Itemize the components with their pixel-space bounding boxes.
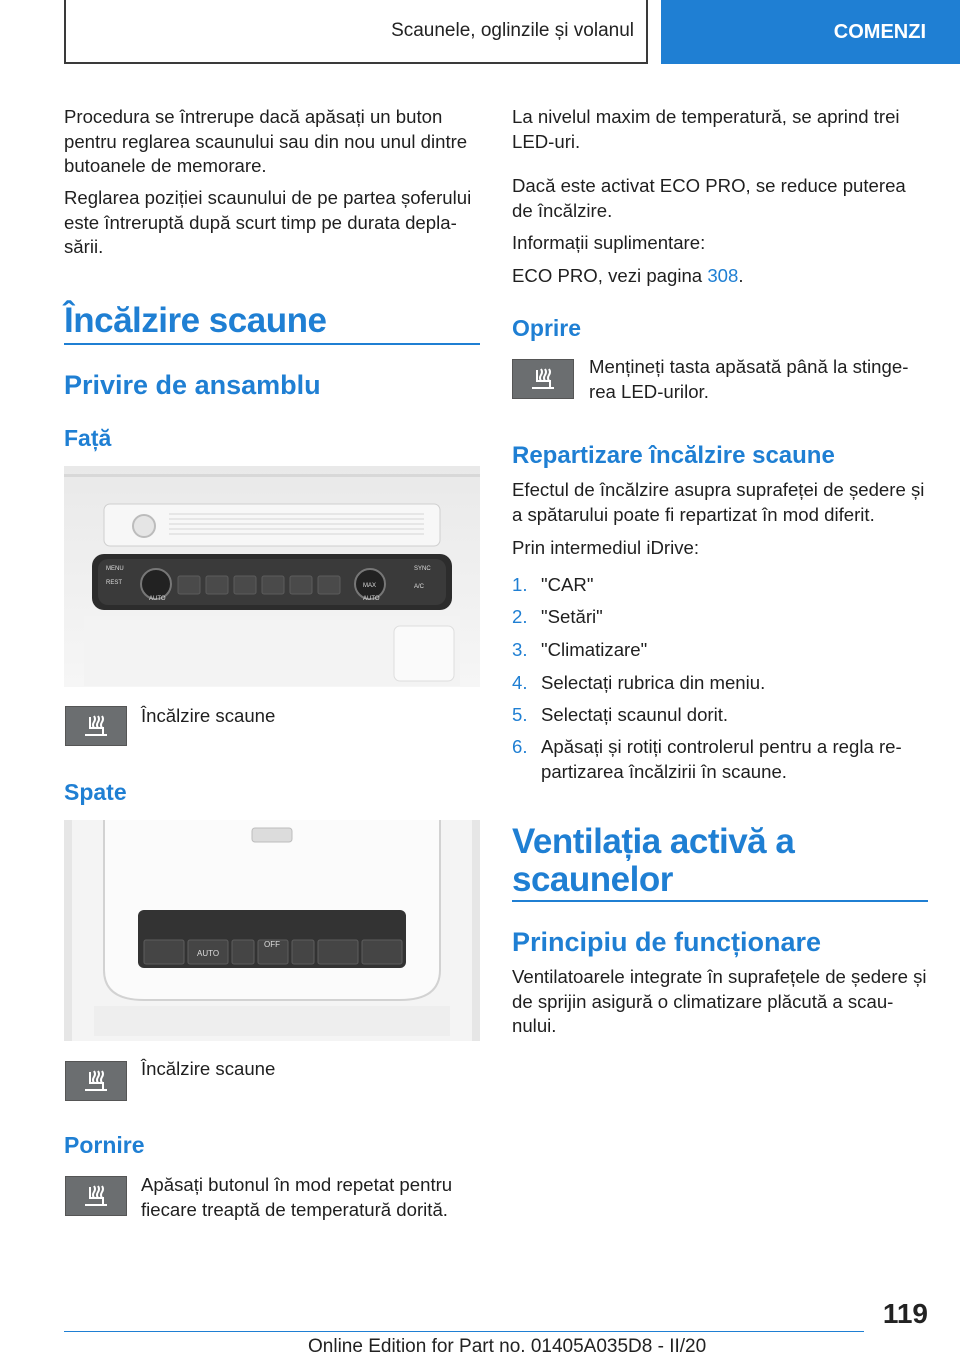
edition-footer: Online Edition for Part no. 01405A035D8 - II/20 [308,1336,707,1357]
section-rule [64,343,480,345]
ventilation-paragraph: Ventilatoarele integrate în suprafețele de ședere și de sprijin asigură o climatizare plăcută a scau-nului. [512,966,927,1036]
step-number: 3. [512,639,528,660]
front-panel-sync-label: SYNC [414,566,431,572]
front-panel-auto-left-label: AUTO [149,596,166,602]
section-heading-active-ventilation: Ventilația activă a scaunelor [512,822,795,899]
intro-paragraph-2: Reglarea poziției scaunului de pe partea șoferului este întreruptă după scurt timp pe durata depla-sării. [64,187,472,257]
running-header-section [64,0,648,64]
step-number: 4. [512,672,528,693]
section-heading-seat-heating: Încălzire scaune [64,301,327,340]
front-panel-max-label: MAX [363,583,377,589]
eco-pro-reference [512,264,928,289]
seat-heating-icon-off [512,359,574,399]
eco-pro-reference-text: ECO PRO, vezi pagina [512,265,708,286]
heading-rear: Spate [64,779,127,805]
front-console-photo [64,466,480,687]
chapter-tab [661,0,960,64]
footer-rule [64,1331,864,1332]
step-text: "Climatizare" [541,639,648,660]
front-panel-menu-label: MENU [106,566,124,572]
step-number: 6. [512,736,528,757]
seat-heating-icon [65,706,127,746]
more-info-label: Informații suplimentare: [512,232,706,253]
rear-panel-auto-label: AUTO [197,949,220,958]
front-panel-ac-label: A/C [414,584,425,590]
page-number: 119 [882,1298,928,1329]
eco-pro-paragraph: Dacă este activat ECO PRO, se reduce puterea de încălzire. [512,175,906,221]
rear-console-photo [64,820,480,1041]
intro-paragraph-1: Procedura se întrerupe dacă apăsați un buton pentru reglarea scaunului sau din nou unul dintre butoanele de memorare. [64,106,468,176]
heading-on: Pornire [64,1132,145,1158]
step-text: "Setări" [541,606,603,627]
step-text: "CAR" [541,574,594,595]
front-panel-auto-right-label: AUTO [363,596,380,602]
heading-front: Față [64,425,112,451]
idrive-intro: Prin intermediul iDrive: [512,537,700,558]
rear-panel-off-label: OFF [264,940,280,949]
step-text: Selectați rubrica din meniu. [541,672,766,693]
step-text: Selectați scaunul dorit. [541,704,729,725]
rear-icon-caption: Încălzire scaune [141,1058,276,1079]
distribution-paragraph: Efectul de încălzire asupra suprafeței de ședere și a spătarului poate fi repartizat în mod diferit. [512,479,925,525]
heading-distribution: Repartizare încălzire scaune [512,442,835,469]
on-instruction: Apăsați butonul în mod repetat pentru fiecare treaptă de temperatură dorită. [141,1174,453,1220]
front-icon-caption: Încălzire scaune [141,705,276,726]
front-panel-rest-label: REST [106,580,123,586]
off-instruction: Mențineți tasta apăsată până la stinge-rea LED-urilor. [589,356,909,402]
seat-heating-icon-on [65,1176,127,1216]
eco-pro-reference-suffix: . [738,265,744,286]
heading-off: Oprire [512,315,582,341]
chapter-tab-label: COMENZI [833,20,926,43]
step-number: 5. [512,704,528,725]
running-header-title: Scaunele, oglinzile și volanul [391,20,634,41]
page-308-link[interactable]: 308 [707,265,739,286]
subheading-principle: Principiu de funcționare [512,927,822,957]
seat-heating-icon-rear [65,1061,127,1101]
step-text: Apăsați și rotiți controlerul pentru a regla re-partizarea încălzirii în scaune. [541,736,902,782]
step-number: 1. [512,574,528,595]
section-rule-2 [512,900,928,902]
step-number: 2. [512,606,528,627]
subheading-overview: Privire de ansamblu [64,370,321,400]
max-level-paragraph: La nivelul maxim de temperatură, se aprind trei LED-uri. [512,106,900,152]
